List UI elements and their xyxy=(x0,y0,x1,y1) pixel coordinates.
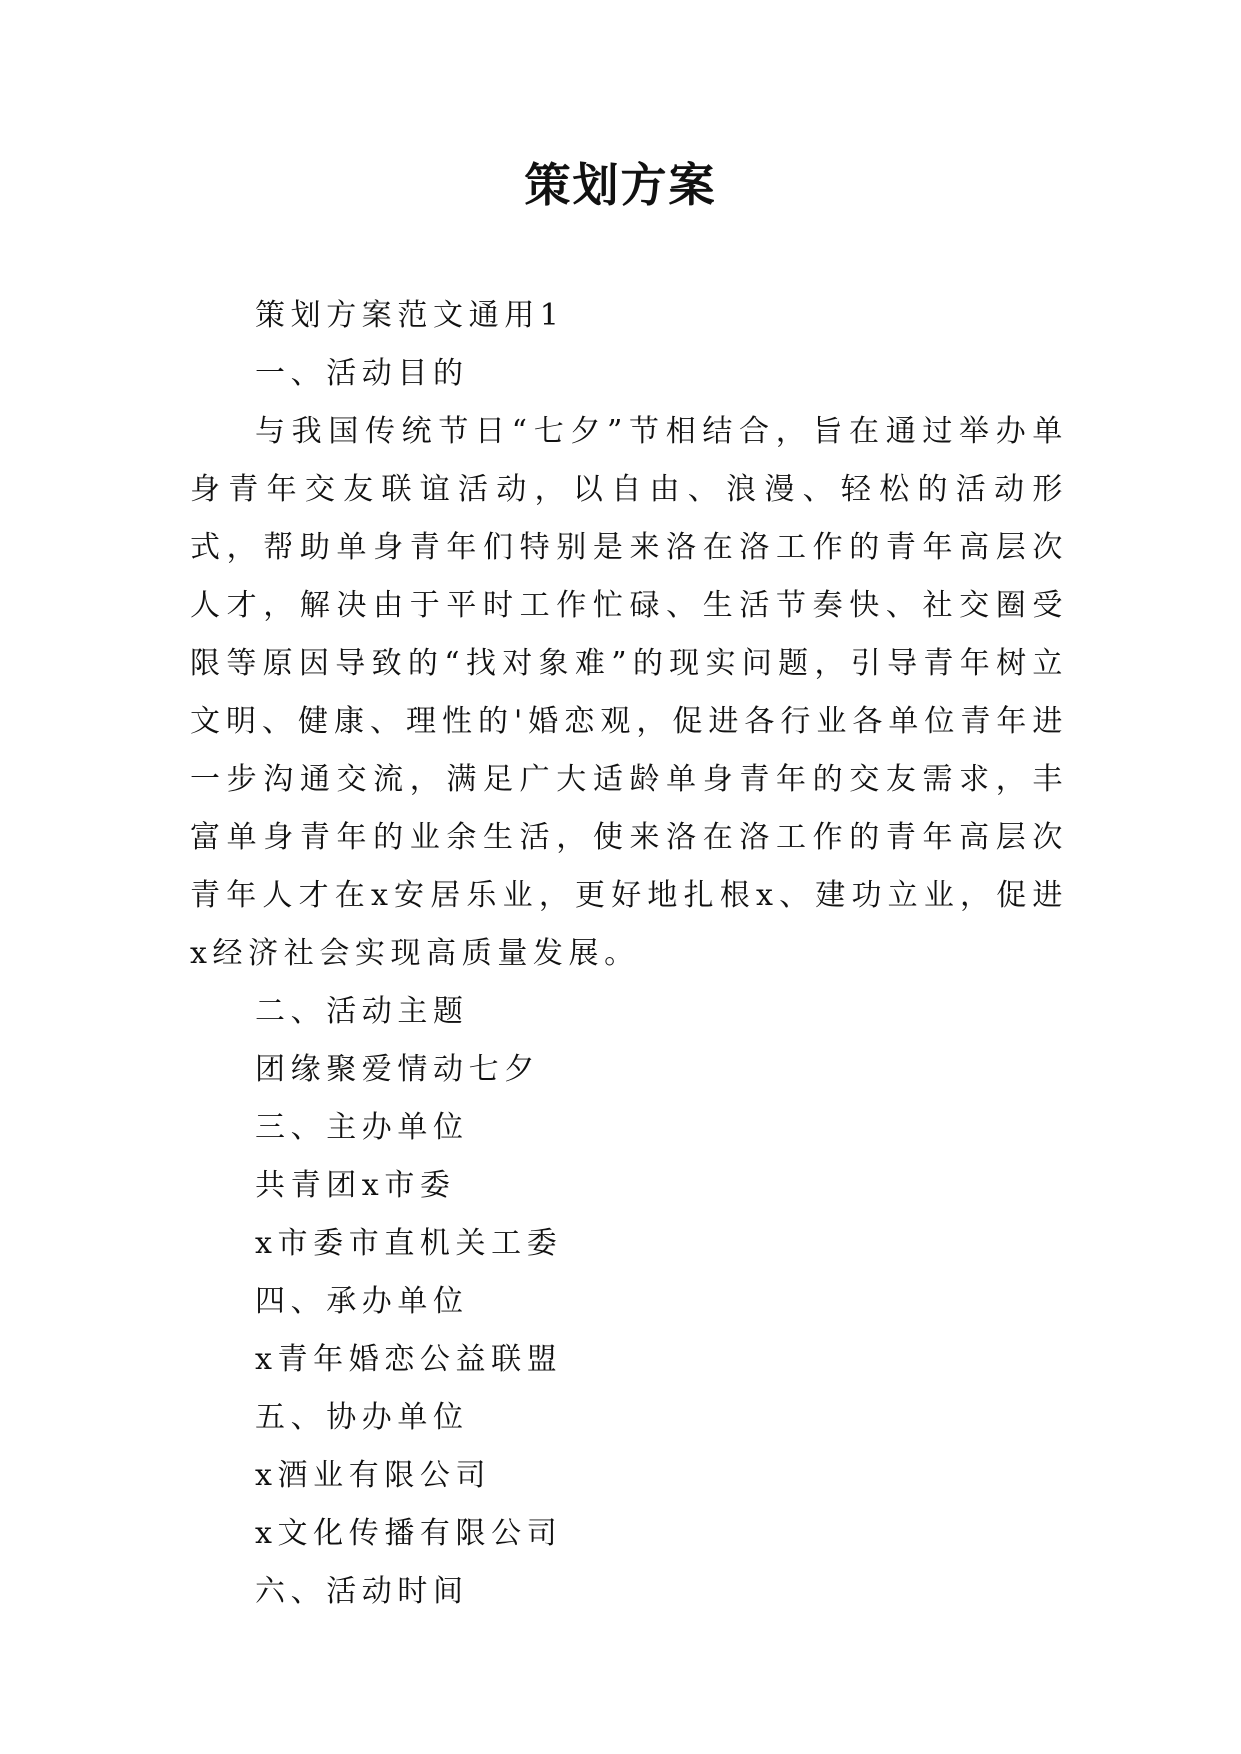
section-heading-undertaker: 四、承办单位 xyxy=(255,1284,469,1319)
theme-paragraph: 团缘聚爱情动七夕 xyxy=(255,1052,540,1087)
document-body xyxy=(190,287,1068,1621)
undertaker-item: x青年婚恋公益联盟 xyxy=(255,1342,563,1377)
section-heading-co-organizer: 五、协办单位 xyxy=(255,1400,469,1435)
purpose-paragraph: 与我国传统节日“七夕”节相结合，旨在通过举办单身青年交友联谊活动，以自由、浪漫、轻松的活动形式，帮助单身青年们特别是来洛在洛工作的青年高层次人才，解决由于平时工作忙碌、生活节奏快、社交圈受限等原因导致的“找对象难”的现实问题，引导青年树立文明、健康、理性的'婚恋观，促进各行业各单位青年进一步沟通交流，满足广大适龄单身青年的交友需求，丰富单身青年的业余生活，使来洛在洛工作的青年高层次青年人才在x安居乐业，更好地扎根x、建功立业，促进x经济社会实现高质量发展。 xyxy=(190,414,1068,971)
subtitle-paragraph: 策划方案范文通用1 xyxy=(255,298,565,333)
document-title: 策划方案 xyxy=(524,158,717,212)
section-heading-organizer: 三、主办单位 xyxy=(255,1110,469,1145)
organizer-item: x市委市直机关工委 xyxy=(255,1226,563,1261)
co-organizer-item: x酒业有限公司 xyxy=(255,1458,492,1493)
section-heading-time: 六、活动时间 xyxy=(255,1574,469,1609)
section-heading-theme: 二、活动主题 xyxy=(255,994,469,1029)
organizer-item: 共青团x市委 xyxy=(255,1168,456,1203)
co-organizer-item: x文化传播有限公司 xyxy=(255,1516,563,1551)
section-heading-purpose: 一、活动目的 xyxy=(255,356,469,391)
